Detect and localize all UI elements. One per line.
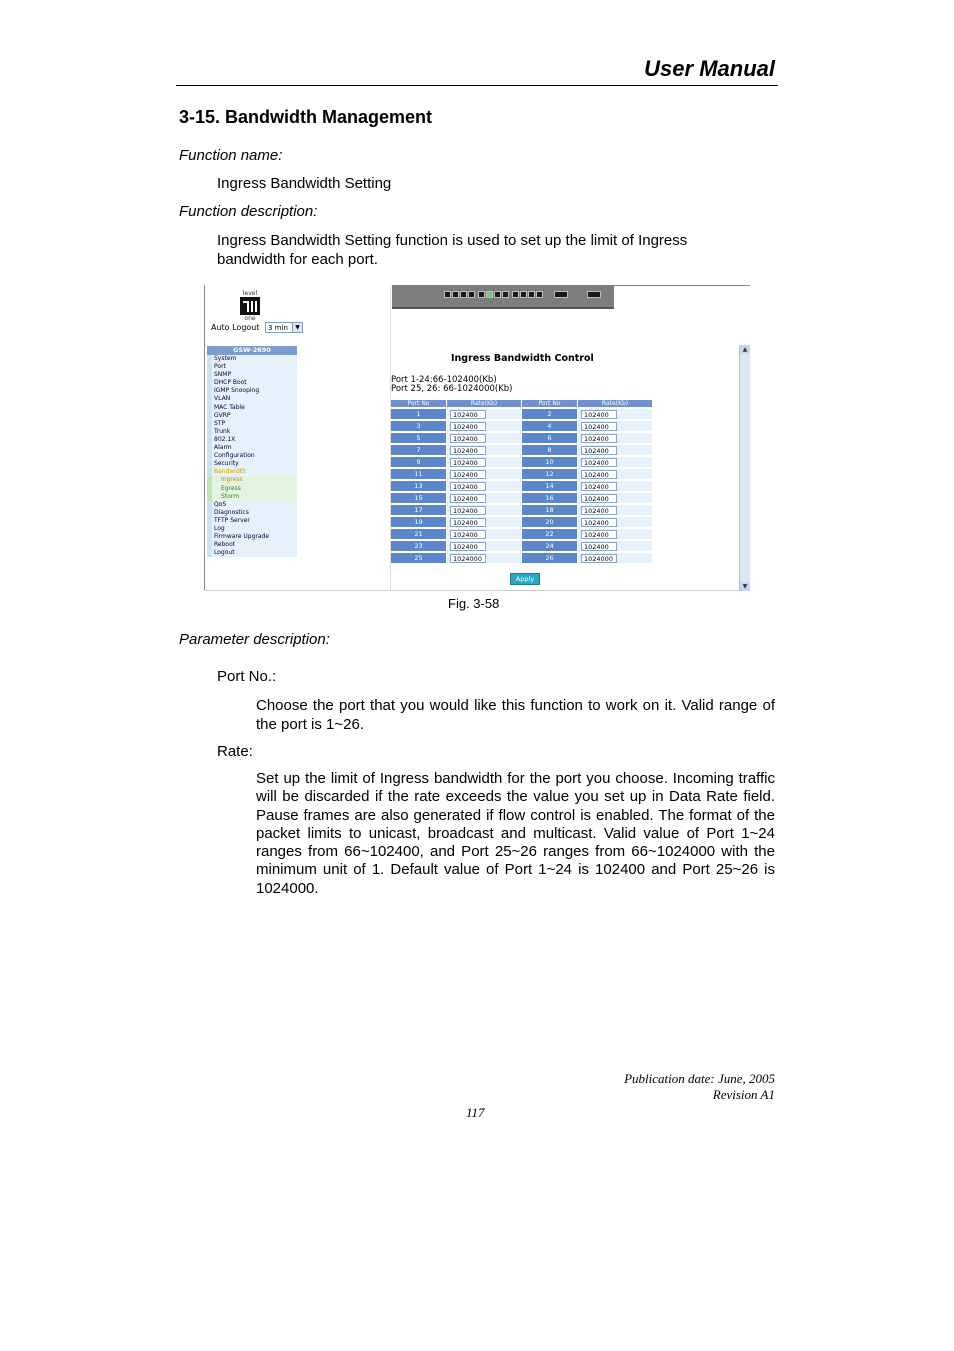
rate-cell bbox=[447, 409, 521, 419]
screenshot-border-bottom bbox=[204, 590, 750, 591]
rate-input[interactable]: 102400 bbox=[581, 470, 617, 479]
rate-cell bbox=[447, 457, 521, 467]
table-row bbox=[391, 541, 652, 551]
rate-cell bbox=[578, 505, 652, 515]
port-number-cell: 9 bbox=[391, 457, 446, 467]
port-number-cell: 20 bbox=[522, 517, 577, 527]
table-row bbox=[391, 409, 652, 419]
rate-input[interactable]: 102400 bbox=[581, 446, 617, 455]
sidebar-menu bbox=[207, 346, 297, 557]
range-info bbox=[391, 376, 513, 394]
port-number-cell: 13 bbox=[391, 481, 446, 491]
auto-logout-value: 3 min bbox=[268, 324, 288, 332]
range-line-1: Port 1-24:66-102400(Kb) bbox=[391, 375, 497, 385]
menu-item-vlan[interactable]: VLAN bbox=[207, 395, 297, 403]
port-number-cell: 25 bbox=[391, 553, 446, 563]
rate-cell bbox=[578, 433, 652, 443]
port-number-cell: 2 bbox=[522, 409, 577, 419]
table-row bbox=[391, 457, 652, 467]
rate-input[interactable]: 102400 bbox=[450, 494, 486, 503]
port-number-cell: 26 bbox=[522, 553, 577, 563]
scroll-up-icon[interactable]: ▲ bbox=[740, 345, 750, 354]
rate-input[interactable]: 102400 bbox=[450, 470, 486, 479]
rate-cell bbox=[447, 529, 521, 539]
rate-input[interactable]: 1024000 bbox=[450, 554, 486, 563]
rate-cell bbox=[578, 457, 652, 467]
table-row bbox=[391, 445, 652, 455]
port-number-cell: 18 bbox=[522, 505, 577, 515]
logo-text-bottom: one bbox=[244, 315, 256, 322]
menu-item-security[interactable]: Security bbox=[207, 460, 297, 468]
rate-cell bbox=[578, 421, 652, 431]
auto-logout-select[interactable] bbox=[265, 322, 303, 333]
rate-cell bbox=[447, 433, 521, 443]
chevron-down-icon: ▼ bbox=[292, 323, 302, 332]
rate-cell bbox=[447, 553, 521, 563]
table-row bbox=[391, 517, 652, 527]
rate-input[interactable]: 102400 bbox=[581, 506, 617, 515]
menu-header: GSW-2690 bbox=[207, 346, 297, 355]
menu-item-log[interactable]: Log bbox=[207, 525, 297, 533]
port-number-cell: 17 bbox=[391, 505, 446, 515]
rate-cell bbox=[447, 541, 521, 551]
rate-cell bbox=[578, 541, 652, 551]
rate-input[interactable]: 102400 bbox=[450, 506, 486, 515]
menu-item-port[interactable]: Port bbox=[207, 363, 297, 371]
table-row bbox=[391, 553, 652, 563]
menu-item-snmp[interactable]: SNMP bbox=[207, 371, 297, 379]
rate-input[interactable]: 102400 bbox=[450, 482, 486, 491]
column-header-rate: Rate(Kb) bbox=[578, 400, 652, 407]
screenshot-border bbox=[204, 285, 205, 591]
menu-item-alarm[interactable]: Alarm bbox=[207, 444, 297, 452]
rate-cell bbox=[578, 553, 652, 563]
rate-input[interactable]: 102400 bbox=[450, 446, 486, 455]
column-header-port-no: Port No bbox=[391, 400, 446, 407]
port-number-cell: 3 bbox=[391, 421, 446, 431]
table-row bbox=[391, 433, 652, 443]
table-header-row bbox=[391, 400, 652, 407]
rate-input[interactable]: 102400 bbox=[450, 434, 486, 443]
scroll-down-icon[interactable]: ▼ bbox=[740, 582, 750, 591]
rate-input[interactable]: 102400 bbox=[581, 482, 617, 491]
parameter-description-label: Parameter description: bbox=[179, 631, 330, 648]
rate-cell bbox=[578, 469, 652, 479]
function-description-line1: Ingress Bandwidth Setting function is used to set up the limit of Ingress bbox=[217, 232, 688, 249]
table-row bbox=[391, 493, 652, 503]
menu-item-diagnostics[interactable]: Diagnostics bbox=[207, 509, 297, 517]
menu-item-dhcp-boot[interactable]: DHCP Boot bbox=[207, 379, 297, 387]
port-number-cell: 6 bbox=[522, 433, 577, 443]
port-number-cell: 14 bbox=[522, 481, 577, 491]
column-header-port-no: Port No bbox=[522, 400, 577, 407]
range-line-2: Port 25, 26: 66-1024000(Kb) bbox=[391, 384, 513, 394]
port-number-cell: 24 bbox=[522, 541, 577, 551]
rate-cell bbox=[578, 529, 652, 539]
auto-logout-label: Auto Logout bbox=[211, 323, 260, 332]
submenu-item-storm[interactable]: Storm bbox=[207, 493, 297, 501]
menu-item-igmp-snooping[interactable]: IGMP Snooping bbox=[207, 387, 297, 395]
port-number-cell: 8 bbox=[522, 445, 577, 455]
rate-input[interactable]: 102400 bbox=[581, 494, 617, 503]
port-number-cell: 1 bbox=[391, 409, 446, 419]
vertical-scrollbar[interactable] bbox=[739, 345, 750, 591]
column-header-rate: Rate(Kb) bbox=[447, 400, 521, 407]
ingress-bandwidth-table bbox=[390, 398, 653, 565]
port-number-cell: 22 bbox=[522, 529, 577, 539]
rate-input[interactable]: 102400 bbox=[581, 458, 617, 467]
table-row bbox=[391, 529, 652, 539]
rate-input[interactable]: 102400 bbox=[450, 530, 486, 539]
section-title: 3-15. Bandwidth Management bbox=[179, 107, 433, 127]
port-number-cell: 10 bbox=[522, 457, 577, 467]
rate-cell bbox=[578, 445, 652, 455]
rate-cell bbox=[578, 517, 652, 527]
port-number-cell: 7 bbox=[391, 445, 446, 455]
function-description-line2: bandwidth for each port. bbox=[217, 251, 378, 268]
rate-cell bbox=[447, 517, 521, 527]
logo-text-top: level bbox=[242, 290, 258, 297]
rate-cell bbox=[578, 481, 652, 491]
rate-input[interactable]: 102400 bbox=[581, 542, 617, 551]
rate-input[interactable]: 102400 bbox=[450, 542, 486, 551]
menu-item-gvrp[interactable]: GVRP bbox=[207, 412, 297, 420]
rate-cell bbox=[447, 481, 521, 491]
menu-item-mac-table[interactable]: MAC Table bbox=[207, 404, 297, 412]
port-number-cell: 19 bbox=[391, 517, 446, 527]
port-number-cell: 23 bbox=[391, 541, 446, 551]
menu-item-trunk[interactable]: Trunk bbox=[207, 428, 297, 436]
rate-cell bbox=[447, 421, 521, 431]
levelone-logo bbox=[238, 290, 262, 322]
manual-title: User Manual bbox=[644, 56, 775, 81]
rate-cell bbox=[447, 445, 521, 455]
rate-cell bbox=[578, 409, 652, 419]
table-row bbox=[391, 469, 652, 479]
device-frame-edge bbox=[614, 285, 750, 286]
param-port-label: Port No.: bbox=[217, 668, 277, 685]
function-name-label: Function name: bbox=[179, 147, 283, 164]
menu-item-tftp-server[interactable]: TFTP Server bbox=[207, 517, 297, 525]
logo-mark bbox=[240, 297, 260, 315]
function-name-value: Ingress Bandwidth Setting bbox=[217, 175, 392, 192]
port-number-cell: 15 bbox=[391, 493, 446, 503]
rate-cell bbox=[447, 505, 521, 515]
rate-input[interactable]: 1024000 bbox=[581, 554, 617, 563]
table-row bbox=[391, 481, 652, 491]
rate-input[interactable]: 102400 bbox=[450, 458, 486, 467]
submenu-item-ingress[interactable]: Ingress bbox=[207, 476, 297, 484]
rate-input[interactable]: 102400 bbox=[450, 410, 486, 419]
port-number-cell: 21 bbox=[391, 529, 446, 539]
rate-cell bbox=[447, 469, 521, 479]
menu-item-qos[interactable]: QoS bbox=[207, 501, 297, 509]
port-number-cell: 12 bbox=[522, 469, 577, 479]
menu-item-firmware-upgrade[interactable]: Firmware Upgrade bbox=[207, 533, 297, 541]
port-number-cell: 16 bbox=[522, 493, 577, 503]
param-rate-label: Rate: bbox=[217, 743, 253, 760]
rate-input[interactable]: 102400 bbox=[450, 422, 486, 431]
menu-item-8021x[interactable]: 802.1X bbox=[207, 436, 297, 444]
submenu-item-egress[interactable]: Egress bbox=[207, 485, 297, 493]
rate-input[interactable]: 102400 bbox=[581, 410, 617, 419]
revision: Revision A1 bbox=[712, 1087, 775, 1102]
port-number-cell: 11 bbox=[391, 469, 446, 479]
menu-item-system[interactable]: System bbox=[207, 355, 297, 363]
port-number-cell: 5 bbox=[391, 433, 446, 443]
menu-item-logout[interactable]: Logout bbox=[207, 549, 297, 557]
rate-cell bbox=[578, 493, 652, 503]
publication-date: Publication date: June, 2005 bbox=[624, 1071, 775, 1086]
param-rate-description: Set up the limit of Ingress bandwidth for the port you choose. Incoming traffic will be discarded if the rate exceeds the value you set up in Data Rate field. Pause frames are also generated if flow control is enabled. The format of the packet limits to unicast, broadcast and multicast. Valid value of Port 1~24 ranges from 66~102400, and Port 25~26 ranges from 66~1024000 with the minimum unit of 1. Default value of Port 1~24 is 102400 and Port 25~26 is 1024000. bbox=[256, 770, 775, 897]
rate-input[interactable]: 102400 bbox=[581, 518, 617, 527]
table-row bbox=[391, 505, 652, 515]
param-port-description: Choose the port that you would like this function to work on it. Valid range of the port is 1~26. bbox=[256, 697, 775, 733]
menu-item-stp[interactable]: STP bbox=[207, 420, 297, 428]
switch-front-panel-image bbox=[392, 285, 614, 309]
port-number-cell: 4 bbox=[522, 421, 577, 431]
apply-button[interactable]: Apply bbox=[510, 573, 540, 585]
menu-item-reboot[interactable]: Reboot bbox=[207, 541, 297, 549]
rate-input[interactable]: 102400 bbox=[581, 530, 617, 539]
function-description-label: Function description: bbox=[179, 203, 318, 220]
rate-input[interactable]: 102400 bbox=[581, 422, 617, 431]
rate-cell bbox=[447, 493, 521, 503]
figure-caption: Fig. 3-58 bbox=[448, 596, 500, 611]
panel-title: Ingress Bandwidth Control bbox=[451, 353, 594, 364]
page-number: 117 bbox=[466, 1105, 485, 1120]
rate-input[interactable]: 102400 bbox=[450, 518, 486, 527]
menu-item-configuration[interactable]: Configuration bbox=[207, 452, 297, 460]
rate-input[interactable]: 102400 bbox=[581, 434, 617, 443]
menu-item-bandwidth[interactable]: Bandwidth bbox=[207, 468, 297, 476]
ingress-bandwidth-screenshot bbox=[204, 285, 750, 591]
table-row bbox=[391, 421, 652, 431]
header-rule bbox=[176, 85, 778, 86]
